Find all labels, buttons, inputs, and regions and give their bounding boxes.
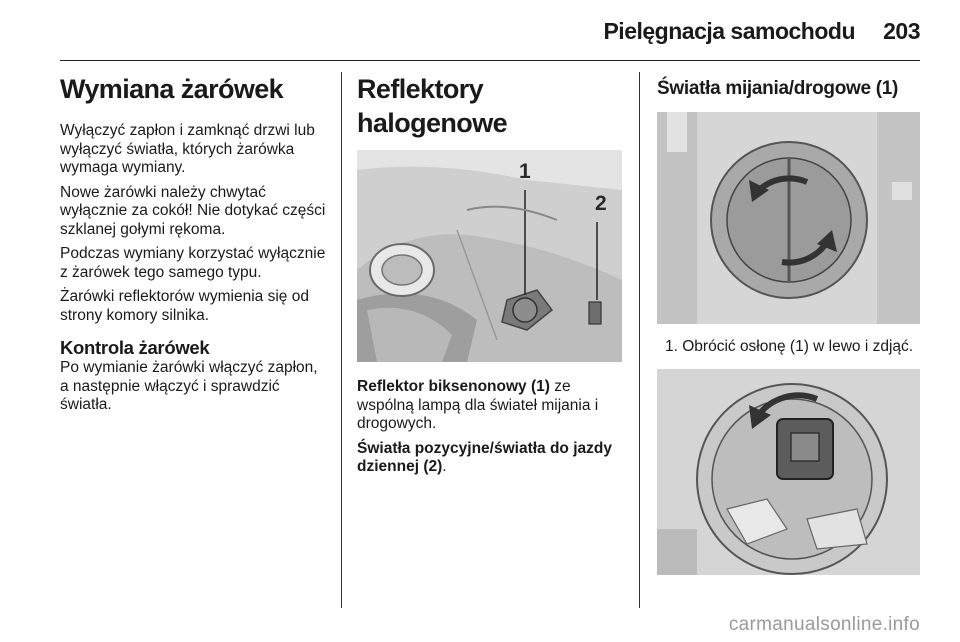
- subheading-bulb-check: Kontrola żarówek: [60, 337, 210, 358]
- running-header-title: Pielęgnacja samochodu: [603, 18, 855, 44]
- headlamp-illustration: [357, 150, 622, 362]
- column-1: [60, 72, 330, 421]
- section-title-bulb-replacement: Wymiana żarówek: [60, 74, 284, 104]
- paragraph-text: ze wspólną lampą dla świateł mijania i drogowych.: [357, 378, 599, 432]
- watermark: carmanualsonline.info: [728, 614, 920, 635]
- bulb-removal-illustration: [657, 369, 920, 575]
- section-title-halogen-headlamps: Reflektory halogenowe: [357, 74, 508, 138]
- header-rule: [60, 60, 920, 61]
- page-number: 203: [883, 18, 920, 44]
- bold-term: Reflektor biksenonowy (1): [357, 378, 550, 395]
- column-divider-2: [639, 72, 640, 608]
- column-3: [657, 72, 922, 575]
- paragraph: Podczas wymiany korzystać wyłącznie z żarówek tego samego typu.: [60, 245, 326, 281]
- paragraph: Wyłączyć zapłon i zamknąć drzwi lub wyłączyć światła, których żarówka wymaga wymiany.: [60, 122, 315, 176]
- paragraph-position-lights: [357, 440, 625, 477]
- paragraph-bixenon: [357, 378, 625, 434]
- figure-label-2: 2: [595, 192, 607, 215]
- paragraph: Żarówki reflektorów wymienia się od strony komory silnika.: [60, 288, 309, 324]
- column-divider-1: [341, 72, 342, 608]
- column-2: [357, 72, 625, 483]
- cover-removal-illustration: [657, 112, 920, 324]
- section-title-low-high-beam: Światła mijania/drogowe (1): [657, 78, 899, 99]
- step-caption: 1. Obrócić osłonę (1) w lewo i zdjąć.: [665, 338, 914, 355]
- paragraph-text: .: [442, 458, 447, 475]
- paragraph: Nowe żarówki należy chwytać wyłącznie za cokół! Nie dotykać części szklanej gołymi rękoma.: [60, 183, 326, 238]
- paragraph: Po wymianie żarówki włączyć zapłon, a następnie włączyć i sprawdzić światła.: [60, 359, 318, 413]
- bold-term: Światła pozycyjne/światła do jazdy dziennej (2): [357, 439, 612, 475]
- figure-label-1: 1: [519, 160, 531, 183]
